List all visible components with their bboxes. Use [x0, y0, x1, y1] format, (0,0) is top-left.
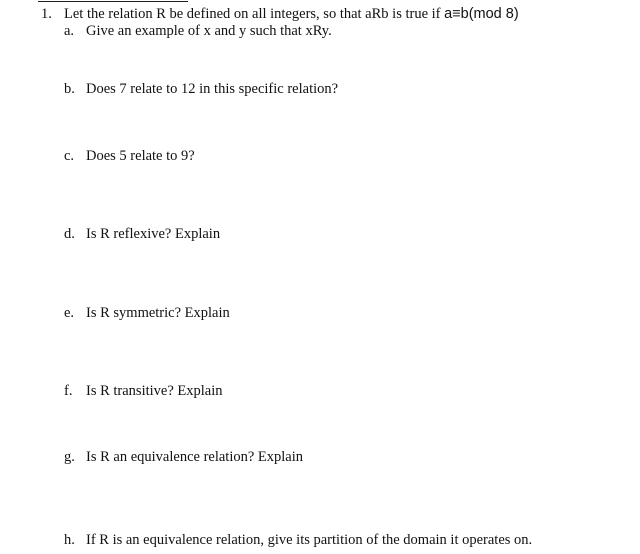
congruence-expression: a≡b(mod 8) — [444, 6, 519, 22]
part-text: If R is an equivalence relation, give its partition of the domain it operates on. — [86, 532, 533, 548]
part-text: Is R transitive? Explain — [86, 383, 223, 399]
part-letter: b. — [64, 81, 75, 97]
part-text: Is R symmetric? Explain — [86, 305, 230, 321]
part-text: Does 5 relate to 9? — [86, 148, 195, 164]
part-letter: c. — [64, 148, 75, 164]
part-text: Is R reflexive? Explain — [86, 226, 221, 242]
question-text — [64, 5, 519, 23]
part-text: Is R an equivalence relation? Explain — [86, 449, 304, 465]
part-text: Does 7 relate to 12 in this specific relation? — [86, 81, 339, 97]
part-letter: f. — [64, 383, 73, 399]
part-letter: d. — [64, 226, 75, 242]
top-rule — [38, 1, 188, 2]
question-number: 1. — [41, 6, 52, 22]
part-letter: e. — [64, 305, 75, 321]
question-text-prefix: Let the relation R be defined on all integers, so that aRb is true if — [64, 6, 445, 22]
part-letter: a. — [64, 23, 75, 39]
part-text: Give an example of x and y such that xRy. — [86, 23, 332, 39]
part-letter: h. — [64, 532, 75, 548]
part-letter: g. — [64, 449, 75, 465]
